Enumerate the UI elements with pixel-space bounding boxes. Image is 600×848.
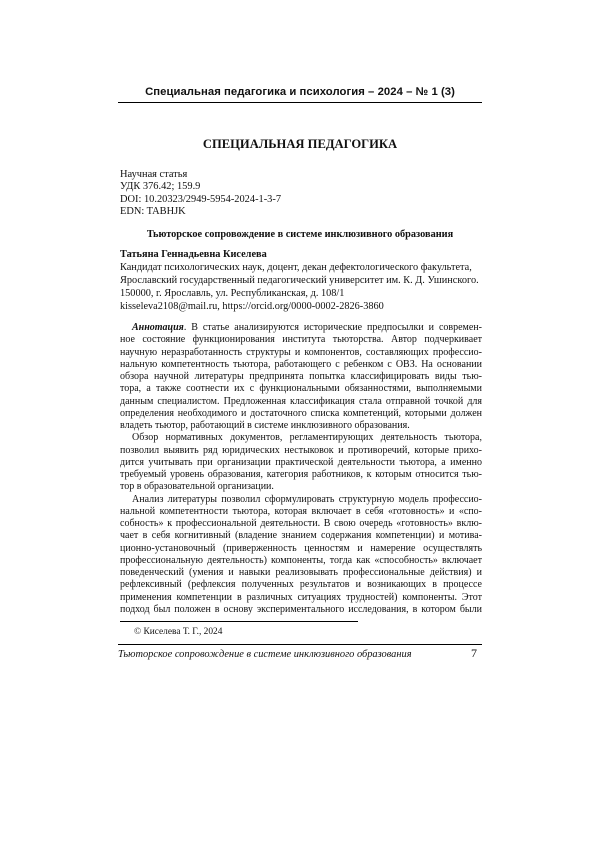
- paragraph-line: требуемый уровень образования, категория работников, к которым относится тью-: [120, 469, 482, 480]
- abstract-first-line: [120, 322, 482, 334]
- article-type: Научная статья: [120, 169, 188, 180]
- running-header: Специальная педагогика и психология – 2024 – № 1 (3): [145, 86, 455, 98]
- section-title: СПЕЦИАЛЬНАЯ ПЕДАГОГИКА: [202, 137, 398, 151]
- paragraph-line: Обзор нормативных документов, регламентирующих деятельность тьютора,: [132, 432, 482, 444]
- abstract-line: научную неразработанность структуры и компонентов, составляющих профессио-: [120, 346, 482, 358]
- author-position: Кандидат психологических наук, доцент, декан дефектологического факультета,: [120, 262, 472, 273]
- paragraph-line: тор в образовательной организации.: [120, 481, 274, 493]
- footer-article-title: Тьюторское сопровождение в системе инклюзивного образования: [118, 649, 412, 660]
- paragraph-line: нальной компетентности тьютора, которая включает в себя «готовность» и «спо-: [120, 505, 482, 517]
- author-contacts: kisseleva2108@mail.ru, https://orcid.org/0000-0002-2826-3860: [120, 301, 384, 312]
- abstract-line: определения необходимого и достаточного списка компетенций, которыми должен: [120, 407, 482, 419]
- paragraph-line: рефлексивный (рефлексия полученных результатов и возникающих в процессе: [120, 579, 482, 591]
- author-address: 150000, г. Ярославль, ул. Республиканская, д. 108/1: [120, 288, 345, 299]
- udk-code: УДК 376.42; 159.9: [120, 181, 201, 193]
- article-title: Тьюторское сопровождение в системе инклюзивного образования: [146, 229, 454, 240]
- page-number: 7: [471, 646, 477, 660]
- article-body: [120, 322, 482, 616]
- abstract-line: обзора научной литературы предпринята попытка классифицировать виды тью-: [120, 371, 482, 382]
- paragraph-line: Анализ литературы позволил сформулировать структурную модель профессио-: [132, 493, 482, 505]
- paragraph-line: собность» к профессиональной деятельности. В свою очередь «готовность» вклю-: [120, 518, 482, 529]
- copyright-footnote: © Киселева Т. Г., 2024: [134, 627, 223, 637]
- paragraph-line: применения компетенции в различных ситуациях трудностей) компоненты. Этот: [120, 591, 482, 603]
- edn: EDN: TABHJK: [120, 206, 186, 218]
- abstract-label: Аннотация: [132, 322, 184, 333]
- footnote-divider: [120, 621, 358, 622]
- paragraph-line: дится учитывать при организации практической деятельности тьютора, а именно: [120, 456, 482, 468]
- paragraph-line: ционно-установочный (приверженность ценностям и намерение осуществлять: [120, 542, 482, 554]
- paragraph-line: позволил выявить ряд юридических нестыковок и противоречий, которые прихо-: [120, 444, 482, 456]
- author-block: [120, 248, 482, 313]
- paragraph-line: профессиональную деятельность) компоненты, тогда как «способность» включает: [120, 554, 482, 566]
- author-name: Татьяна Геннадьевна Киселева: [120, 249, 267, 260]
- doi: DOI: 10.20323/2949-5954-2024-1-3-7: [120, 193, 282, 205]
- abstract-first-line-text: . В статье анализируются исторические предпосылки и современ-: [183, 322, 482, 333]
- article-metadata: [120, 169, 281, 219]
- abstract-line: данным специалистом. Предложенная классификация стала отправной точкой для: [120, 395, 482, 407]
- abstract-line: нальную компетентность тьютора, работающего с ребенком с ОВЗ. На основании: [120, 358, 482, 370]
- abstract-line: тора, а также соотнести их с функциональными обязанностями, выполняемыми: [120, 383, 482, 395]
- abstract-line: владеть тьютор, работающий в системе инклюзивного образования.: [120, 420, 410, 431]
- paragraph-line: подход был положен в основу экспериментального исследования, в котором были: [120, 603, 482, 615]
- footer-divider: [118, 644, 482, 645]
- abstract-line: ное состояние функционирования института тьюторства. Автор подчеркивает: [120, 334, 482, 346]
- paragraph-line: поведенческий (умения и навыки реализовывать профессиональные действия) и: [120, 567, 482, 578]
- paragraph-line: чает в себя когнитивный (владение знанием содержания компетенции) и мотива-: [120, 530, 482, 542]
- header-divider: [118, 102, 482, 103]
- author-affiliation: Ярославский государственный педагогический университет им. К. Д. Ушинского.: [120, 275, 479, 286]
